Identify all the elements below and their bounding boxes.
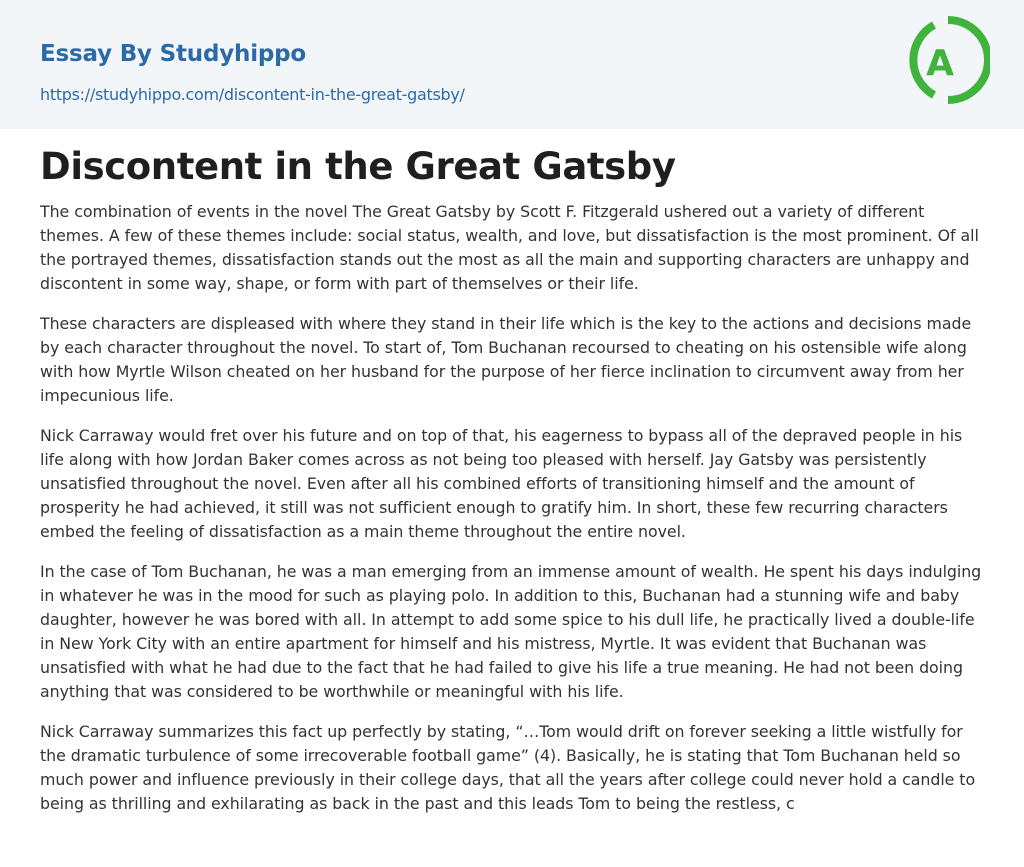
article-paragraph: Nick Carraway would fret over his future and on top of that, his eagerness to bypass all of the depraved people in his life along with how Jordan Baker comes across as not being too pleased with herself. Jay Gatsby was persistently unsatisfied throughout the novel. Even after all his combined efforts of transitioning himself and the amount of prosperity he had achieved, it still was not sufficient enough to gratify him. In short, these few recurring characters embed the feeling of dissatisfaction as a main theme throughout the entire novel.	[40, 426, 963, 541]
page-url-link[interactable]: https://studyhippo.com/discontent-in-the-great-gatsby/	[40, 85, 465, 104]
article-title: Discontent in the Great Gatsby	[40, 145, 676, 188]
article	[40, 143, 986, 832]
site-header	[0, 0, 1024, 129]
article-paragraph: Nick Carraway summarizes this fact up perfectly by stating, “…Tom would drift on forever seeking a little wistfully for the dramatic turbulence of some irrecoverable football game” (4). Basically, he is stating that Tom Buchanan held so much power and influence previously in their college days, that all the years after college could never hold a candle to being as thrilling and exhilarating as back in the past and this leads Tom to being the restless, c	[40, 722, 976, 813]
article-paragraph: The combination of events in the novel The Great Gatsby by Scott F. Fitzgerald ushered out a variety of different themes. A few of these themes include: social status, wealth, and love, but dissatisfaction is the most prominent. Of all the portrayed themes, dissatisfaction stands out the most as all the main and supporting characters are unhappy and discontent in some way, shape, or form with part of themselves or their life.	[40, 202, 979, 293]
studyhippo-logo-icon[interactable]	[908, 16, 990, 106]
site-brand[interactable]: Essay By Studyhippo	[40, 41, 307, 67]
logo-letter: A	[926, 43, 954, 84]
article-paragraph: These characters are displeased with where they stand in their life which is the key to the actions and decisions made by each character throughout the novel. To start of, Tom Buchanan recoursed to cheating on his ostensible wife along with how Myrtle Wilson cheated on her husband for the purpose of her fierce inclination to circumvent away from her impecunious life.	[40, 314, 972, 405]
article-paragraph: In the case of Tom Buchanan, he was a man emerging from an immense amount of wealth. He spent his days indulging in whatever he was in the mood for such as playing polo. In addition to this, Buchanan had a stunning wife and baby daughter, however he was bored with all. In attempt to add some spice to his dull life, he practically lived a double-life in New York City with an entire apartment for himself and his mistress, Myrtle. It was evident that Buchanan was unsatisfied with what he had due to the fact that he had failed to give his life a true meaning. He had not been doing anything that was considered to be worthwhile or meaningful with his life.	[40, 562, 982, 701]
